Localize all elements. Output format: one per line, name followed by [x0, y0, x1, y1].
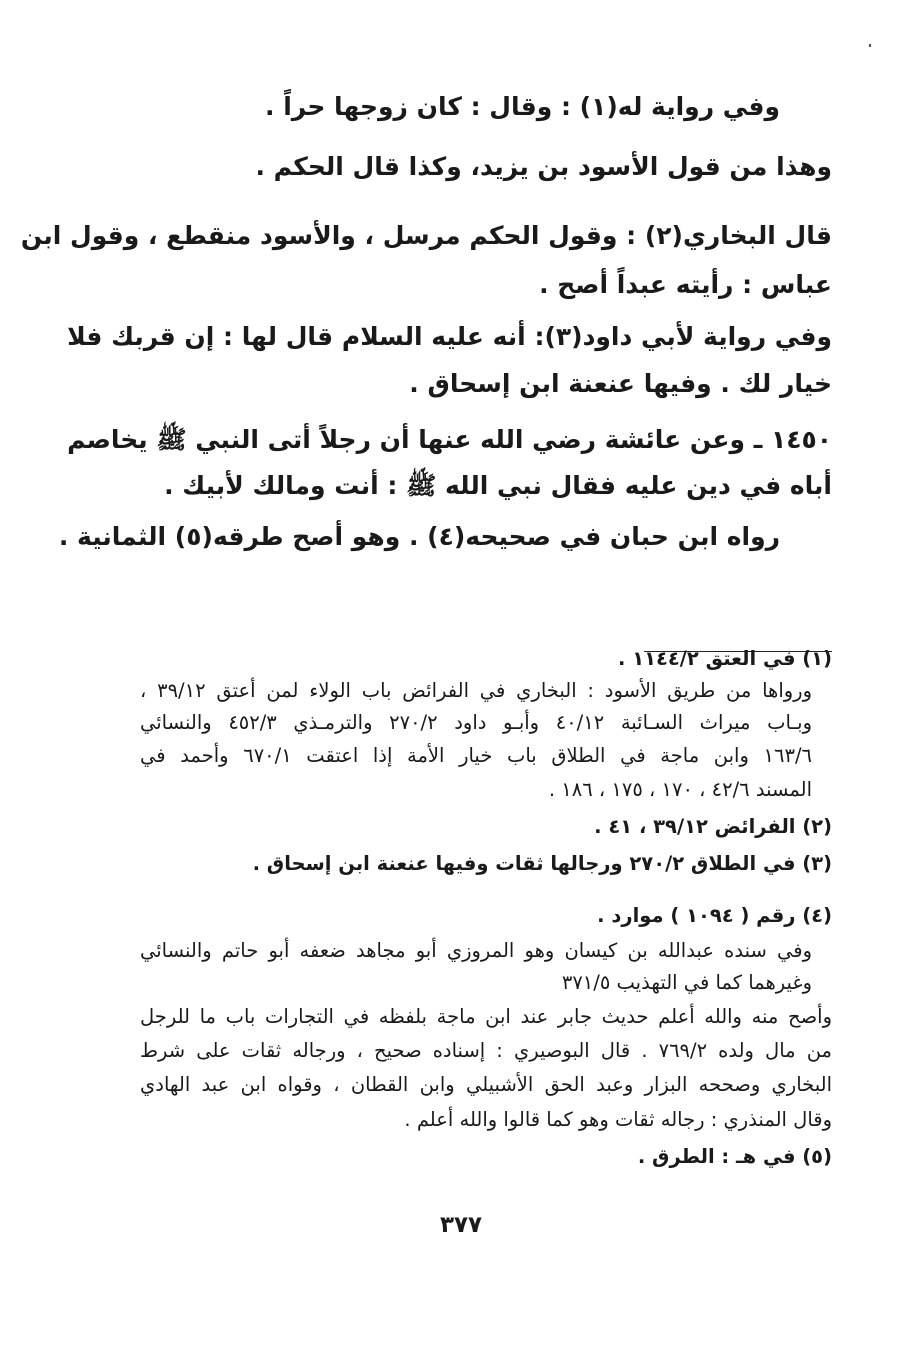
footnote-4-line-3: وأصح منه والله أعلم حديث جابر عند ابن ماجة بلفظه في التجارات باب ما للرجل	[140, 1005, 832, 1028]
page-number: ٣٧٧	[439, 1212, 483, 1238]
footnote-2: (٢) الفرائض ٣٩/١٢ ، ٤١ .	[594, 815, 832, 838]
main-line-8: أباه في دين عليه فقال نبي الله ﷺ : أنت ومالك لأبيك .	[164, 471, 832, 500]
footnote-5: (٥) في هـ : الطرق .	[637, 1145, 832, 1168]
footnote-4-line-2: وغيرهما كما في التهذيب ٣٧١/٥	[561, 971, 812, 994]
footnote-1-head: (١) في العتق ١١٤٤/٢ .	[618, 647, 832, 670]
footnote-4-line-4: من مال ولده ٧٦٩/٢ . قال البوصيري : إسناده صحيح ، ورجاله ثقات على شرط	[140, 1039, 832, 1062]
footnote-1-line-4: المسند ٤٢/٦ ، ١٧٠ ، ١٧٥ ، ١٨٦ .	[548, 778, 812, 801]
footnote-3: (٣) في الطلاق ٢٧٠/٢ ورجالها ثقات وفيها عنعنة ابن إسحاق .	[252, 852, 832, 875]
scan-speck	[869, 44, 871, 47]
footnote-1-line-3: ١٦٣/٦ وابن ماجة في الطلاق باب خيار الأمة إذا اعتقت ٦٧٠/١ وأحمد في	[140, 744, 812, 767]
main-line-4: عباس : رأيته عبداً أصح .	[539, 270, 832, 299]
main-line-5: وفي رواية لأبي داود(٣): أنه عليه السلام قال لها : إن قربك فلا	[67, 322, 832, 351]
footnote-4-line-5: البخاري وصححه البزار وعبد الحق الأشبيلي وابن القطان ، وقواه ابن عبد الهادي	[140, 1073, 832, 1096]
main-line-6: خيار لك . وفيها عنعنة ابن إسحاق .	[409, 369, 832, 398]
main-line-3: قال البخاري(٢) : وقول الحكم مرسل ، والأسود منقطع ، وقول ابن	[20, 221, 832, 250]
main-line-1: وفي رواية له(١) : وقال : كان زوجها حراً .	[265, 92, 780, 121]
main-line-7: ١٤٥٠ ـ وعن عائشة رضي الله عنها أن رجلاً أتى النبي ﷺ يخاصم	[67, 425, 832, 454]
main-line-2: وهذا من قول الأسود بن يزيد، وكذا قال الحكم .	[255, 152, 832, 181]
footnote-4-line-6: وقال المنذري : رجاله ثقات وهو كما قالوا والله أعلم .	[404, 1108, 832, 1131]
footnote-1-line-2: وبـاب ميراث السـائبة ٤٠/١٢ وأبـو داود ٢٧٠/٢ والترمـذي ٤٥٢/٣ والنسائي	[140, 711, 812, 734]
footnote-4-head: (٤) رقم ( ١٠٩٤ ) موارد .	[597, 904, 832, 927]
footnote-4-line-1: وفي سنده عبدالله بن كيسان وهو المروزي أبو مجاهد ضعفه أبو حاتم والنسائي	[140, 939, 812, 962]
main-line-9: رواه ابن حبان في صحيحه(٤) . وهو أصح طرقه(٥) الثمانية .	[58, 522, 780, 551]
footnote-1-line-1: ورواها من طريق الأسود : البخاري في الفرائض باب الولاء لمن أعتق ٣٩/١٢ ،	[140, 679, 812, 702]
